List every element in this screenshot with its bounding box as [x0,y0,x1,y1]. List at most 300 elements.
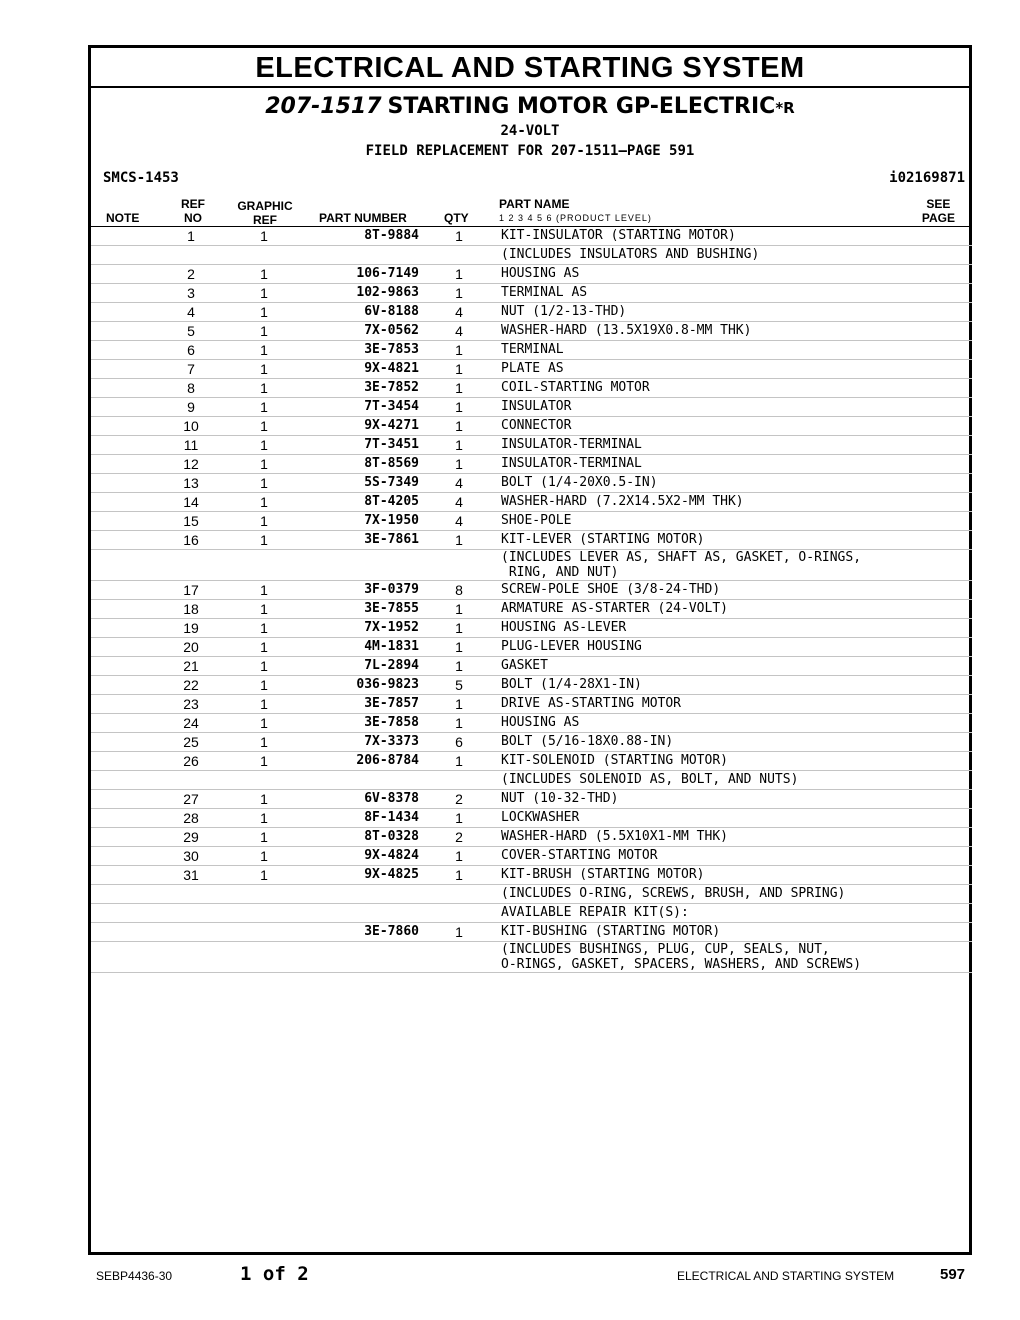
qty-cell: 1 [419,265,499,284]
header-note: NOTE [106,211,140,225]
graphic-ref-cell: 1 [231,531,297,550]
qty-cell: 1 [419,752,499,771]
ref-no-cell [151,904,231,923]
part-number-cell: 7T-3451 [297,436,419,455]
qty-cell: 1 [419,341,499,360]
see-page-cell [932,695,972,714]
part-name-cell: HOUSING AS-LEVER [499,619,932,638]
part-name-cell: KIT-INSULATOR (STARTING MOTOR) [499,227,932,246]
part-number-cell: 6V-8378 [297,790,419,809]
graphic-ref-cell: 1 [231,752,297,771]
illustration-id: i02169871 [889,170,965,186]
see-page-cell [932,885,972,904]
table-row [91,847,972,866]
group-name: STARTING MOTOR GP-ELECTRIC [387,94,776,119]
graphic-ref-cell [231,246,297,265]
table-row [91,265,972,284]
ref-no-cell: 15 [151,512,231,531]
ref-no-cell: 31 [151,866,231,885]
graphic-ref-cell: 1 [231,512,297,531]
qty-cell: 4 [419,493,499,512]
part-number-cell: 9X-4271 [297,417,419,436]
qty-cell: 1 [419,227,499,246]
note-cell [91,866,151,885]
note-cell [91,455,151,474]
table-row [91,638,972,657]
ref-no-cell: 2 [151,265,231,284]
qty-cell: 1 [419,809,499,828]
see-page-cell [932,847,972,866]
see-page-cell [932,284,972,303]
graphic-ref-cell [231,771,297,790]
part-number-cell: 7L-2894 [297,657,419,676]
group-number: 207-1517 [265,94,382,119]
see-page-cell [932,923,972,942]
ref-no-cell: 25 [151,733,231,752]
part-number-cell: 3E-7860 [297,923,419,942]
see-page-cell [932,436,972,455]
part-number-cell: 036-9823 [297,676,419,695]
note-cell [91,417,151,436]
ref-no-cell: 26 [151,752,231,771]
part-number-cell: 3E-7852 [297,379,419,398]
graphic-ref-cell [231,550,297,581]
part-number-cell: 102-9863 [297,284,419,303]
graphic-ref-cell: 1 [231,600,297,619]
ref-no-cell: 21 [151,657,231,676]
voltage-label: 24-VOLT [500,123,560,139]
header-see-bottom: PAGE [921,211,955,225]
part-number-cell: 106-7149 [297,265,419,284]
ref-no-cell: 19 [151,619,231,638]
header-ref-bottom: NO [184,211,202,225]
table-row [91,771,972,790]
table-row [91,809,972,828]
table-row [91,550,972,581]
note-cell [91,474,151,493]
table-row [91,714,972,733]
graphic-ref-cell: 1 [231,474,297,493]
part-number-cell [297,771,419,790]
note-cell [91,512,151,531]
part-name-cell: GASKET [499,657,932,676]
see-page-cell [932,809,972,828]
footer-page-of: 1 of 2 [240,1263,309,1285]
part-name-cell: (INCLUDES BUSHINGS, PLUG, CUP, SEALS, NUT, O-RINGS, GASKET, SPACERS, WASHERS, AND SCREWS) [499,942,932,973]
part-name-cell: HOUSING AS [499,265,932,284]
ref-no-cell: 17 [151,581,231,600]
part-name-cell: NUT (10-32-THD) [499,790,932,809]
table-row [91,531,972,550]
see-page-cell [932,733,972,752]
note-cell [91,531,151,550]
qty-cell: 5 [419,676,499,695]
table-row [91,455,972,474]
note-cell [91,847,151,866]
ref-no-cell: 16 [151,531,231,550]
part-name-cell: CONNECTOR [499,417,932,436]
part-number-cell: 206-8784 [297,752,419,771]
part-number-cell [297,904,419,923]
ref-no-cell [151,942,231,973]
table-row [91,227,972,246]
note-cell [91,436,151,455]
graphic-ref-cell: 1 [231,657,297,676]
note-cell [91,885,151,904]
part-number-cell: 7X-0562 [297,322,419,341]
part-number-cell: 3F-0379 [297,581,419,600]
note-cell [91,398,151,417]
ref-no-cell: 24 [151,714,231,733]
see-page-cell [932,265,972,284]
ref-no-cell: 28 [151,809,231,828]
header-graphic-ref [231,199,299,227]
part-number-cell: 3E-7861 [297,531,419,550]
footer-section: ELECTRICAL AND STARTING SYSTEM [677,1269,895,1283]
part-name-cell: PLUG-LEVER HOUSING [499,638,932,657]
part-name-cell: SHOE-POLE [499,512,932,531]
ref-no-cell: 20 [151,638,231,657]
table-row [91,619,972,638]
graphic-ref-cell: 1 [231,676,297,695]
ref-no-cell: 10 [151,417,231,436]
part-name-cell: NUT (1/2-13-THD) [499,303,932,322]
part-number-cell: 7X-1950 [297,512,419,531]
graphic-ref-cell: 1 [231,581,297,600]
ref-no-cell: 13 [151,474,231,493]
ref-no-cell: 11 [151,436,231,455]
qty-cell: 8 [419,581,499,600]
graphic-ref-cell: 1 [231,828,297,847]
ref-no-cell: 5 [151,322,231,341]
qty-cell: 1 [419,417,499,436]
ref-no-cell [151,885,231,904]
part-name-cell: INSULATOR [499,398,932,417]
graphic-ref-cell: 1 [231,436,297,455]
part-number-cell: 4M-1831 [297,638,419,657]
part-number-cell: 8T-0328 [297,828,419,847]
table-row [91,866,972,885]
part-name-cell: WASHER-HARD (7.2X14.5X2-MM THK) [499,493,932,512]
table-row [91,942,972,973]
graphic-ref-cell [231,885,297,904]
part-name-cell: (INCLUDES INSULATORS AND BUSHING) [499,246,932,265]
qty-cell: 1 [419,436,499,455]
part-name-cell: (INCLUDES O-RING, SCREWS, BRUSH, AND SPRING) [499,885,932,904]
qty-cell [419,550,499,581]
qty-cell: 1 [419,284,499,303]
see-page-cell [932,657,972,676]
see-page-cell [932,581,972,600]
note-cell [91,676,151,695]
ref-no-cell: 6 [151,341,231,360]
note-cell [91,303,151,322]
part-name-cell: AVAILABLE REPAIR KIT(S): [499,904,932,923]
note-cell [91,322,151,341]
parts-table [91,227,972,973]
header-see-page [922,197,955,225]
table-row [91,474,972,493]
note-cell [91,619,151,638]
part-name-cell: TERMINAL [499,341,932,360]
table-row [91,752,972,771]
part-number-cell: 9X-4821 [297,360,419,379]
table-row [91,695,972,714]
note-cell [91,752,151,771]
table-row [91,360,972,379]
header-part-number: PART NUMBER [319,211,407,225]
graphic-ref-cell: 1 [231,303,297,322]
qty-cell: 1 [419,866,499,885]
ref-no-cell: 18 [151,600,231,619]
qty-cell: 4 [419,303,499,322]
note-cell [91,695,151,714]
qty-cell: 1 [419,531,499,550]
ref-no-cell [151,550,231,581]
see-page-cell [932,531,972,550]
qty-cell: 1 [419,600,499,619]
ref-no-cell: 8 [151,379,231,398]
note-cell [91,657,151,676]
part-number-cell: 9X-4824 [297,847,419,866]
see-page-cell [932,379,972,398]
part-number-cell: 7X-1952 [297,619,419,638]
part-number-cell: 3E-7858 [297,714,419,733]
part-number-cell: 3E-7853 [297,341,419,360]
ref-no-cell: 12 [151,455,231,474]
note-cell [91,790,151,809]
table-row [91,600,972,619]
ref-no-cell: 30 [151,847,231,866]
table-row [91,303,972,322]
part-name-cell: KIT-SOLENOID (STARTING MOTOR) [499,752,932,771]
see-page-cell [932,360,972,379]
part-name-cell: SCREW-POLE SHOE (3/8-24-THD) [499,581,932,600]
graphic-ref-cell: 1 [231,322,297,341]
part-number-cell [297,246,419,265]
header-graphic-top: GRAPHIC [237,199,293,213]
table-row [91,790,972,809]
part-name-cell: BOLT (1/4-28X1-IN) [499,676,932,695]
see-page-cell [932,771,972,790]
graphic-ref-cell: 1 [231,866,297,885]
see-page-cell [932,942,972,973]
ref-no-cell: 22 [151,676,231,695]
table-row [91,284,972,303]
header-graphic-bottom: REF [253,213,277,227]
qty-cell: 1 [419,638,499,657]
qty-cell [419,246,499,265]
note-cell [91,600,151,619]
graphic-ref-cell: 1 [231,847,297,866]
part-number-cell: 8T-8569 [297,455,419,474]
part-number-cell: 7T-3454 [297,398,419,417]
part-name-cell: WASHER-HARD (13.5X19X0.8-MM THK) [499,322,932,341]
qty-cell: 1 [419,923,499,942]
note-cell [91,550,151,581]
part-number-cell: 5S-7349 [297,474,419,493]
qty-cell: 4 [419,512,499,531]
part-name-cell: (INCLUDES SOLENOID AS, BOLT, AND NUTS) [499,771,932,790]
note-cell [91,246,151,265]
note-cell [91,923,151,942]
see-page-cell [932,600,972,619]
part-name-cell: KIT-LEVER (STARTING MOTOR) [499,531,932,550]
part-number-cell [297,550,419,581]
qty-cell [419,904,499,923]
graphic-ref-cell: 1 [231,227,297,246]
see-page-cell [932,455,972,474]
section-title: ELECTRICAL AND STARTING SYSTEM [91,48,969,88]
footer-doc-number: SEBP4436-30 [96,1269,173,1283]
part-name-cell: INSULATOR-TERMINAL [499,455,932,474]
note-cell [91,284,151,303]
table-row [91,885,972,904]
see-page-cell [932,790,972,809]
part-name-cell: BOLT (5/16-18X0.88-IN) [499,733,932,752]
header-product-levels: 1 2 3 4 5 6 (PRODUCT LEVEL) [499,213,652,223]
note-cell [91,493,151,512]
page-frame [88,45,972,1255]
table-row [91,828,972,847]
graphic-ref-cell: 1 [231,790,297,809]
graphic-ref-cell: 1 [231,341,297,360]
table-row [91,581,972,600]
table-row [91,417,972,436]
table-row [91,322,972,341]
note-cell [91,809,151,828]
see-page-cell [932,246,972,265]
graphic-ref-cell: 1 [231,733,297,752]
ref-no-cell [151,923,231,942]
see-page-cell [932,866,972,885]
see-page-cell [932,322,972,341]
qty-cell: 1 [419,398,499,417]
part-name-cell: (INCLUDES LEVER AS, SHAFT AS, GASKET, O-RINGS, RING, AND NUT) [499,550,932,581]
graphic-ref-cell: 1 [231,398,297,417]
see-page-cell [932,493,972,512]
part-name-cell: HOUSING AS [499,714,932,733]
table-row [91,493,972,512]
note-cell [91,581,151,600]
part-number-cell: 3E-7857 [297,695,419,714]
see-page-cell [932,303,972,322]
smcs-code: SMCS-1453 [103,170,179,186]
graphic-ref-cell [231,904,297,923]
see-page-cell [932,550,972,581]
see-page-cell [932,619,972,638]
graphic-ref-cell [231,923,297,942]
see-page-cell [932,474,972,493]
qty-cell: 1 [419,619,499,638]
note-cell [91,360,151,379]
graphic-ref-cell: 1 [231,638,297,657]
graphic-ref-cell: 1 [231,379,297,398]
note-cell [91,714,151,733]
table-row [91,246,972,265]
table-row [91,904,972,923]
ref-no-cell: 9 [151,398,231,417]
header-ref-no [173,197,213,225]
part-name-cell: COIL-STARTING MOTOR [499,379,932,398]
part-name-cell: COVER-STARTING MOTOR [499,847,932,866]
ref-no-cell: 29 [151,828,231,847]
header-see-top: SEE [926,197,951,211]
part-number-cell: 9X-4825 [297,866,419,885]
graphic-ref-cell: 1 [231,809,297,828]
qty-cell: 4 [419,474,499,493]
ref-no-cell [151,246,231,265]
part-name-cell: LOCKWASHER [499,809,932,828]
part-name-cell: INSULATOR-TERMINAL [499,436,932,455]
header-qty: QTY [444,211,469,225]
table-row [91,379,972,398]
see-page-cell [932,752,972,771]
table-row [91,657,972,676]
see-page-cell [932,904,972,923]
part-number-cell: 3E-7855 [297,600,419,619]
part-number-cell: 6V-8188 [297,303,419,322]
qty-cell: 1 [419,657,499,676]
qty-cell: 6 [419,733,499,752]
see-page-cell [932,714,972,733]
note-cell [91,227,151,246]
part-name-cell: DRIVE AS-STARTING MOTOR [499,695,932,714]
part-name-cell: TERMINAL AS [499,284,932,303]
part-name-cell: BOLT (1/4-20X0.5-IN) [499,474,932,493]
ref-no-cell: 27 [151,790,231,809]
table-row [91,676,972,695]
part-number-cell: 8T-9884 [297,227,419,246]
note-cell [91,341,151,360]
qty-cell: 1 [419,714,499,733]
ref-no-cell: 14 [151,493,231,512]
see-page-cell [932,676,972,695]
part-number-cell [297,885,419,904]
part-number-cell [297,942,419,973]
part-number-cell: 8T-4205 [297,493,419,512]
graphic-ref-cell: 1 [231,265,297,284]
footer-page-number: 597 [940,1266,966,1283]
table-row [91,733,972,752]
graphic-ref-cell: 1 [231,360,297,379]
see-page-cell [932,341,972,360]
graphic-ref-cell: 1 [231,493,297,512]
part-name-cell: WASHER-HARD (5.5X10X1-MM THK) [499,828,932,847]
graphic-ref-cell: 1 [231,714,297,733]
qty-cell [419,771,499,790]
qty-cell: 2 [419,828,499,847]
note-cell [91,942,151,973]
part-name-cell: PLATE AS [499,360,932,379]
table-row [91,436,972,455]
qty-cell: 1 [419,379,499,398]
qty-cell: 1 [419,455,499,474]
see-page-cell [932,398,972,417]
see-page-cell [932,638,972,657]
graphic-ref-cell: 1 [231,284,297,303]
ref-no-cell: 1 [151,227,231,246]
header-part-name: PART NAME [499,197,570,211]
ref-no-cell [151,771,231,790]
part-name-cell: KIT-BUSHING (STARTING MOTOR) [499,923,932,942]
graphic-ref-cell: 1 [231,417,297,436]
group-suffix: *R [775,99,795,117]
table-row [91,341,972,360]
qty-cell [419,885,499,904]
table-row [91,923,972,942]
ref-no-cell: 4 [151,303,231,322]
